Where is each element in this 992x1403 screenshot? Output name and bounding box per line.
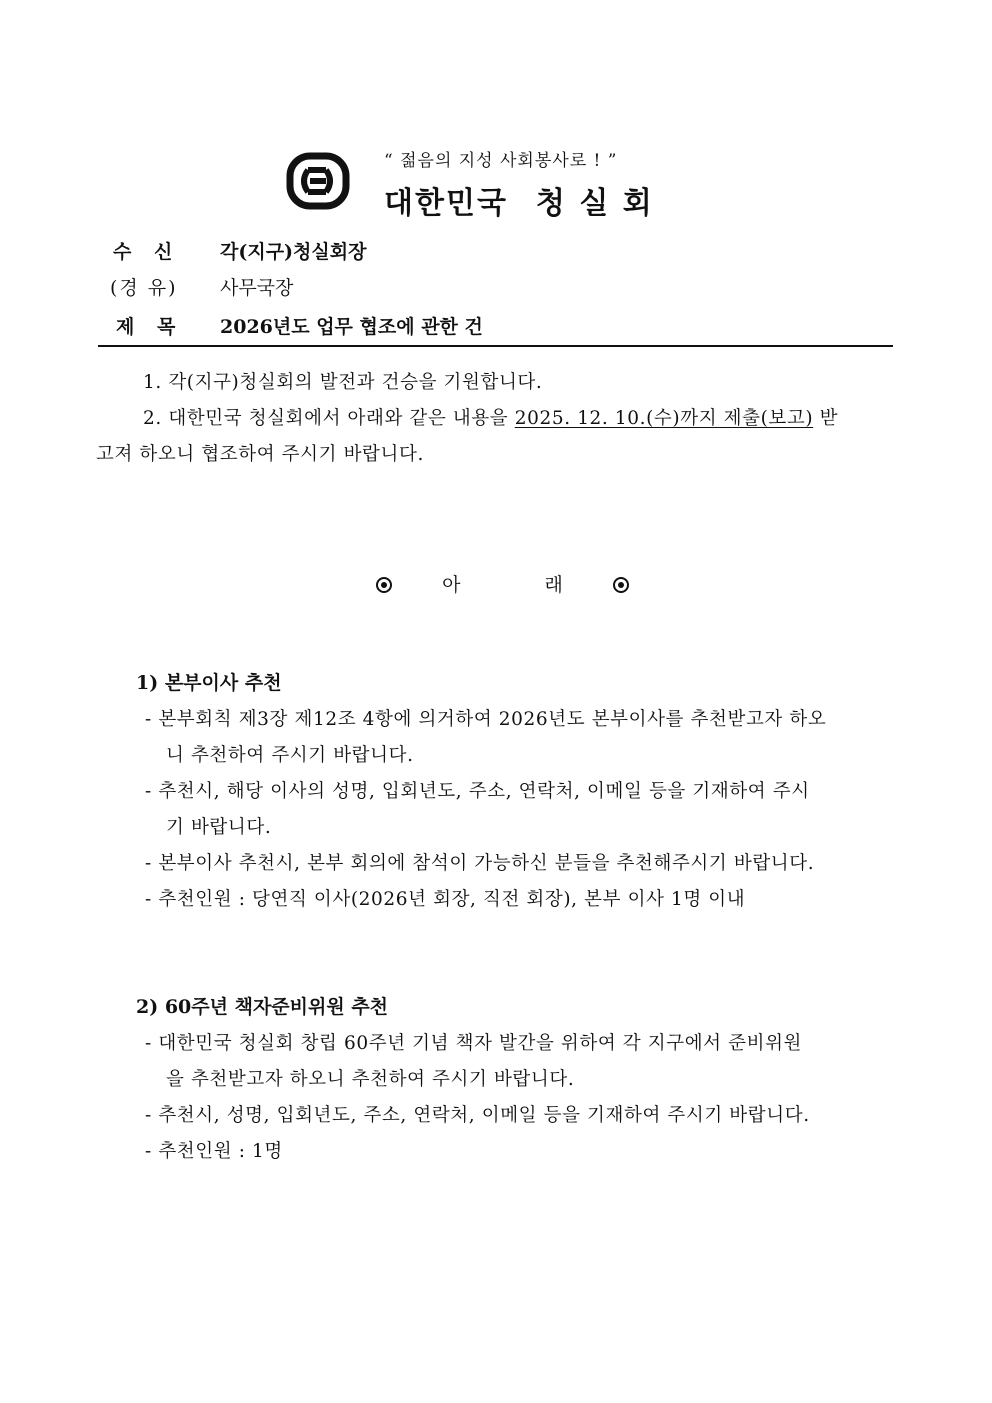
paragraph-2-prefix: 2. 대한민국 청실회에서 아래와 같은 내용을 [143,408,515,429]
paragraph-2-suffix: 받 [813,408,839,429]
recipient-label: 수 신 [113,241,181,263]
organization-name [384,178,654,222]
target-bullet-icon [613,577,629,593]
notice-right: 래 [544,574,563,596]
section-1-item: - 본부이사 추천시, 본부 회의에 참석이 가능하신 분들을 추천해주시기 바랍니다. [145,853,815,874]
organization-name-part1: 대한민국 [384,186,508,221]
organization-name-part2: 청 실 회 [535,186,654,221]
organization-logo-icon [286,152,350,210]
notice-heading [376,570,629,597]
section-2-item: - 추천시, 성명, 입회년도, 주소, 연락처, 이메일 등을 기재하여 주시기 바랍니다. [145,1105,810,1126]
section-2-title: 2) 60주년 책자준비위원 추천 [136,996,389,1018]
section-1-item: - 추천인원 : 당연직 이사(2026년 회장, 직전 회장), 본부 이사 1명 이내 [145,889,746,910]
notice-left: 아 [442,574,461,596]
subject-value: 2026년도 업무 협조에 관한 건 [220,316,483,338]
section-1-item: 기 바랍니다. [166,817,272,838]
section-1-item: - 본부회칙 제3장 제12조 4항에 의거하여 2026년도 본부이사를 추천받고자 하오 [145,709,827,730]
slogan: “ 젊음의 지성 사회봉사로 ! ” [384,151,618,171]
paragraph-2-line-2: 고져 하오니 협조하여 주시기 바랍니다. [96,444,424,465]
section-2-item: - 추천인원 : 1명 [145,1141,283,1162]
section-2-item: - 대한민국 청실회 창립 60주년 기념 책자 발간을 위하여 각 지구에서 준비위원 [145,1033,803,1054]
section-1-item: 니 추천하여 주시기 바랍니다. [166,745,414,766]
deadline-text: 2025. 12. 10.(수)까지 제출(보고) [514,408,814,429]
via-label: (경 유) [110,277,178,299]
section-1-item: - 추천시, 해당 이사의 성명, 입회년도, 주소, 연락처, 이메일 등을 기재하여 주시 [145,781,810,802]
section-1-title: 1) 본부이사 추천 [136,672,282,694]
paragraph-2-line-1 [143,404,838,430]
via-value: 사무국장 [220,277,294,299]
subject-label: 제 목 [116,316,184,338]
section-2-item: 을 추천받고자 하오니 추천하여 주시기 바랍니다. [166,1069,575,1090]
paragraph-1: 1. 각(지구)청실회의 발전과 건승을 기원합니다. [143,372,543,393]
header-divider [98,345,893,347]
recipient-value: 각(지구)청실회장 [220,241,367,263]
target-bullet-icon [376,577,392,593]
